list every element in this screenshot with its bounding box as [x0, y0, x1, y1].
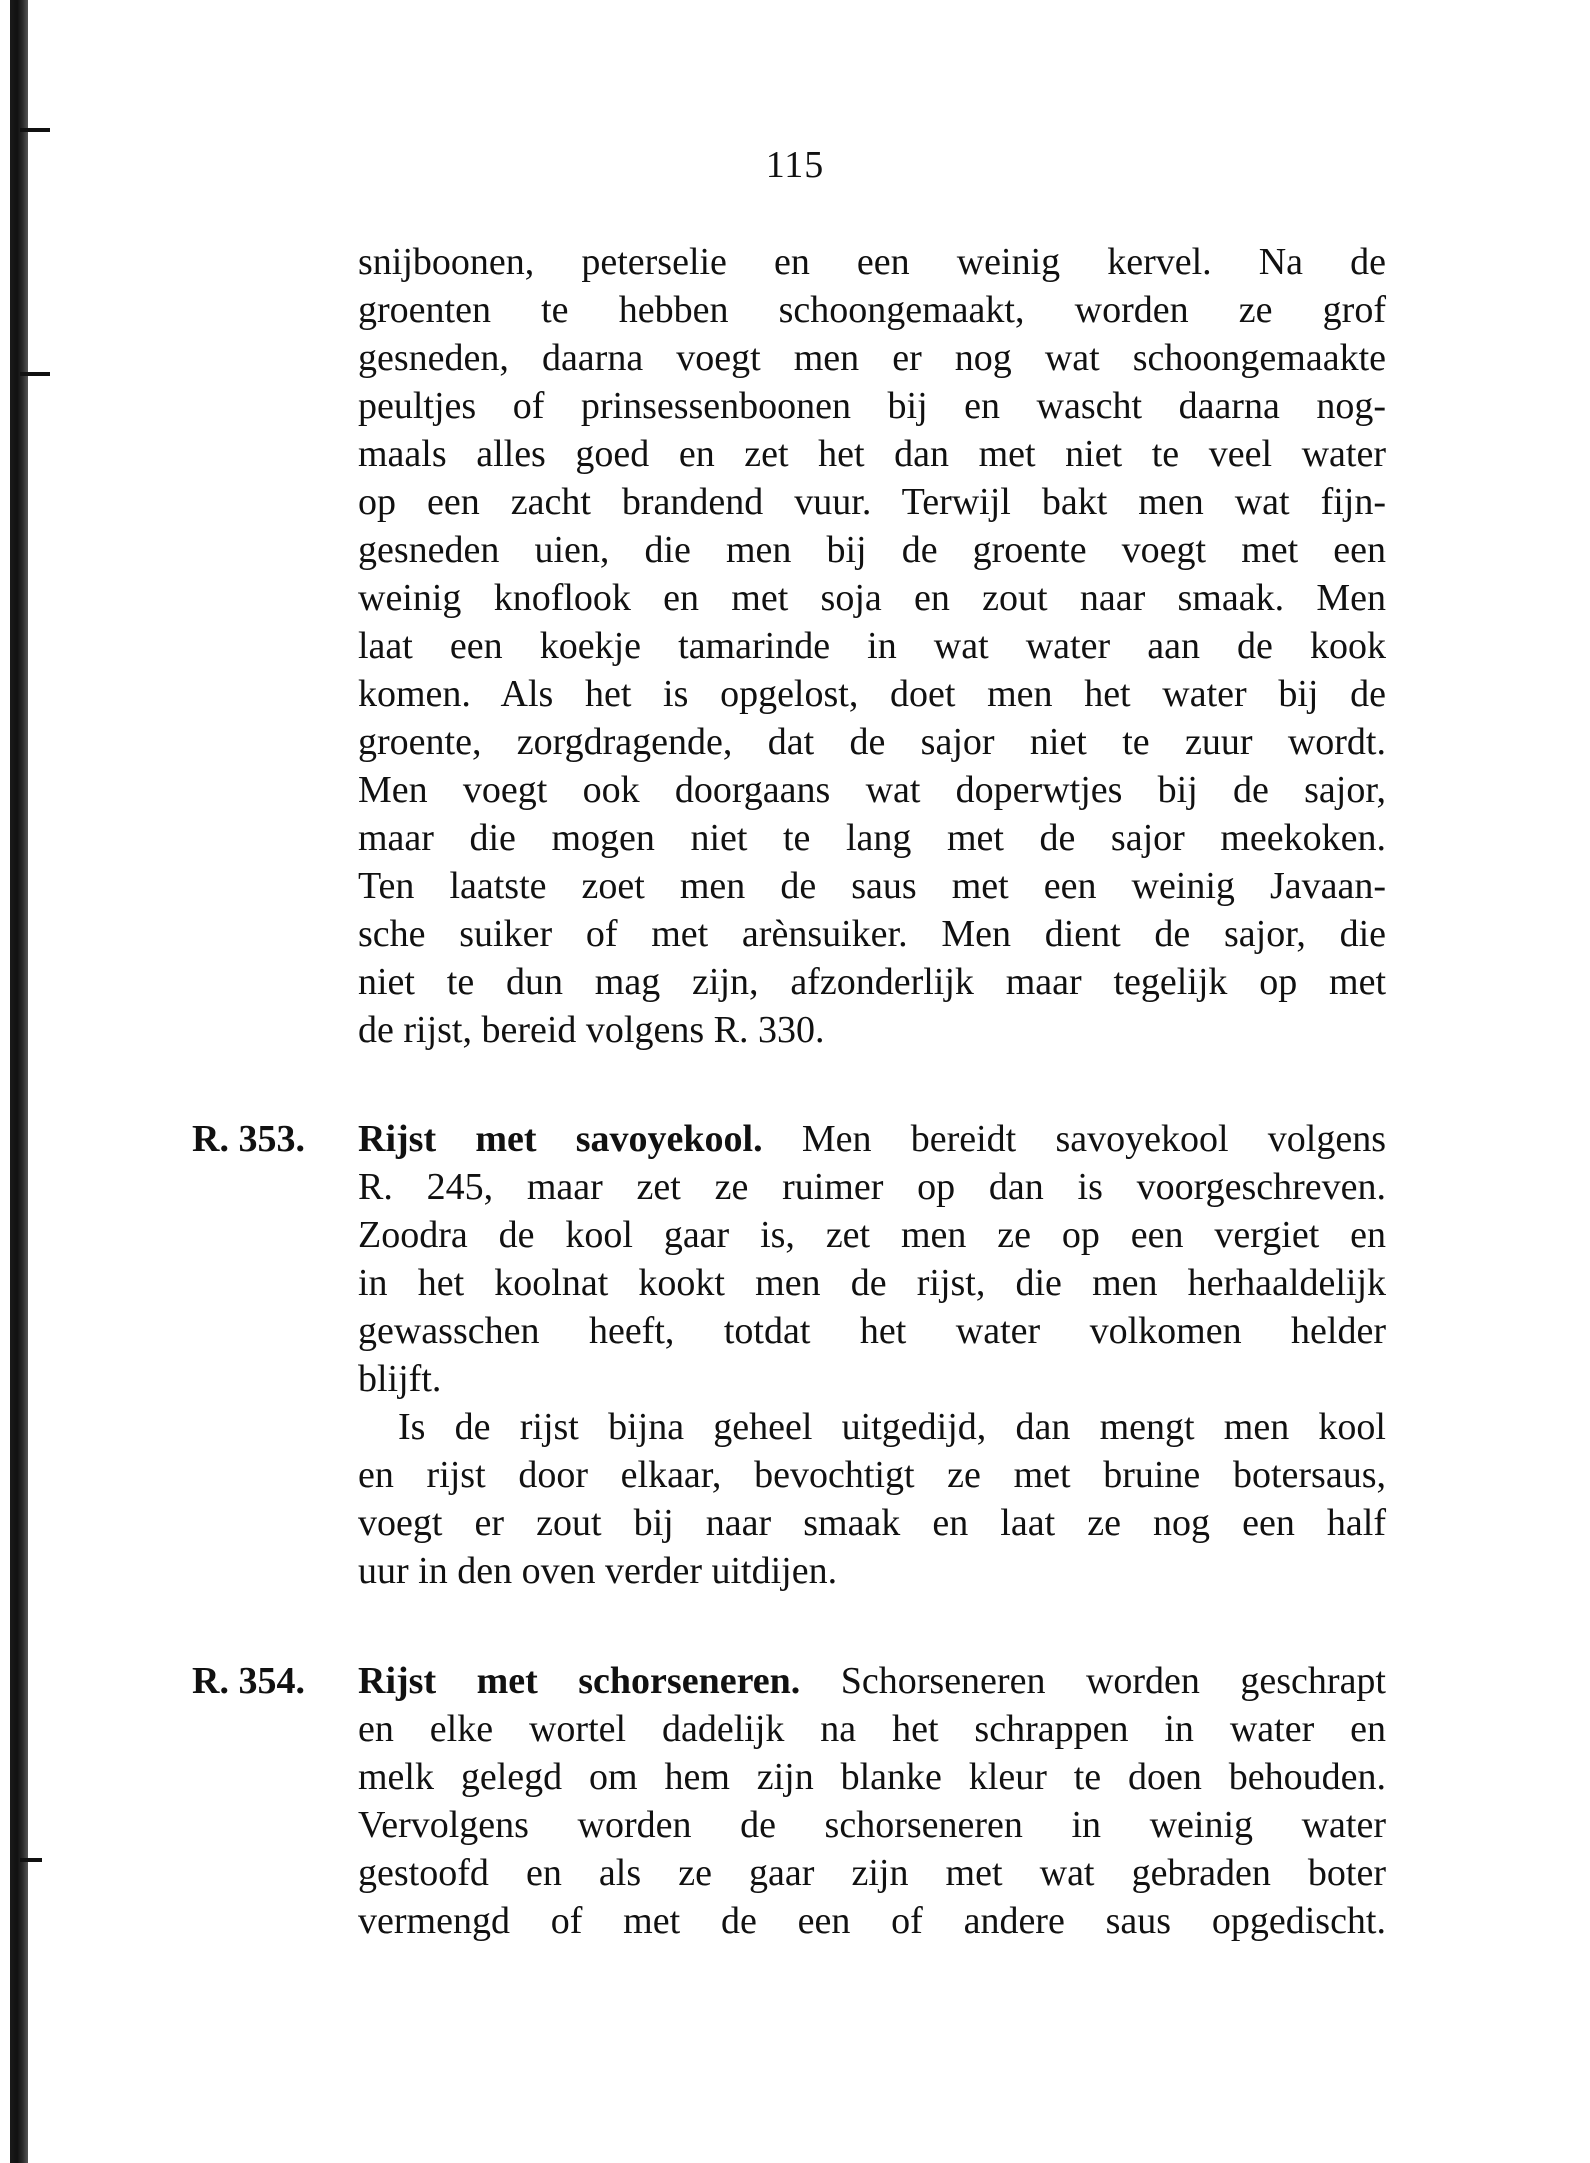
- text-line: snijboonen, peterselie en een weinig kervel. Na de: [358, 241, 1386, 283]
- text-line: op een zacht brandend vuur. Terwijl bakt men wat fijn-: [358, 481, 1386, 523]
- book-binding-edge: [0, 0, 34, 2163]
- text-line: laat een koekje tamarinde in wat water aan de kook: [358, 625, 1386, 667]
- text-line: weinig knoflook en met soja en zout naar smaak. Men: [358, 577, 1386, 619]
- text-line: niet te dun mag zijn, afzonderlijk maar tegelijk op met: [358, 961, 1386, 1003]
- text-line: R. 245, maar zet ze ruimer op dan is voorgeschreven.: [358, 1166, 1386, 1208]
- recipe-number: R. 353.: [192, 1118, 305, 1160]
- text-line: Zoodra de kool gaar is, zet men ze op een vergiet en: [358, 1214, 1386, 1256]
- text-line: maar die mogen niet te lang met de sajor meekoken.: [358, 817, 1386, 859]
- text-line: sche suiker of met arènsuiker. Men dient de sajor, die: [358, 913, 1386, 955]
- text-line: Men voegt ook doorgaans wat doperwtjes bij de sajor,: [358, 769, 1386, 811]
- text-line: en rijst door elkaar, bevochtigt ze met bruine botersaus,: [358, 1454, 1386, 1496]
- binding-mark: [20, 1858, 42, 1862]
- text-line: Is de rijst bijna geheel uitgedijd, dan mengt men kool: [398, 1406, 1386, 1448]
- text-line: voegt er zout bij naar smaak en laat ze nog een half: [358, 1502, 1386, 1544]
- recipe-number: R. 354.: [192, 1660, 305, 1702]
- text-line: in het koolnat kookt men de rijst, die men herhaaldelijk: [358, 1262, 1386, 1304]
- text-line: Vervolgens worden de schorseneren in weinig water: [358, 1804, 1386, 1846]
- text-line: de rijst, bereid volgens R. 330.: [358, 1009, 825, 1051]
- recipe-first-line: [358, 1657, 1386, 1705]
- text-line: gesneden, daarna voegt men er nog wat schoongemaakte: [358, 337, 1386, 379]
- text-line: uur in den oven verder uitdijen.: [358, 1550, 838, 1592]
- text-line: Ten laatste zoet men de saus met een weinig Javaan-: [358, 865, 1386, 907]
- binding-mark: [20, 128, 50, 132]
- text-line: blijft.: [358, 1358, 442, 1400]
- binding-strip: [10, 0, 28, 2163]
- binding-mark: [20, 372, 50, 376]
- text-line: en elke wortel dadelijk na het schrappen in water en: [358, 1708, 1386, 1750]
- recipe-title: Rijst met schorseneren.: [358, 1660, 801, 1702]
- text-fragment: Men bereidt savoyekool volgens: [801, 1118, 1387, 1160]
- text-line: groente, zorgdragende, dat de sajor niet te zuur wordt.: [358, 721, 1386, 763]
- text-line: gesneden uien, die men bij de groente voegt met een: [358, 529, 1386, 571]
- text-line: komen. Als het is opgelost, doet men het water bij de: [358, 673, 1386, 715]
- text-fragment: Schorseneren worden geschrapt: [840, 1660, 1386, 1702]
- text-line: groenten te hebben schoongemaakt, worden ze grof: [358, 289, 1386, 331]
- recipe-title: Rijst met savoyekool.: [358, 1118, 763, 1160]
- text-line: melk gelegd om hem zijn blanke kleur te doen behouden.: [358, 1756, 1386, 1798]
- text-line: maals alles goed en zet het dan met niet te veel water: [358, 433, 1386, 475]
- recipe-first-line: [358, 1115, 1386, 1163]
- text-line: gewasschen heeft, totdat het water volkomen helder: [358, 1310, 1386, 1352]
- text-line: gestoofd en als ze gaar zijn met wat gebraden boter: [358, 1852, 1386, 1894]
- page-number: 115: [765, 144, 825, 186]
- text-line: peultjes of prinsessenboonen bij en wascht daarna nog-: [358, 385, 1386, 427]
- text-line: vermengd of met de een of andere saus opgedischt.: [358, 1900, 1386, 1942]
